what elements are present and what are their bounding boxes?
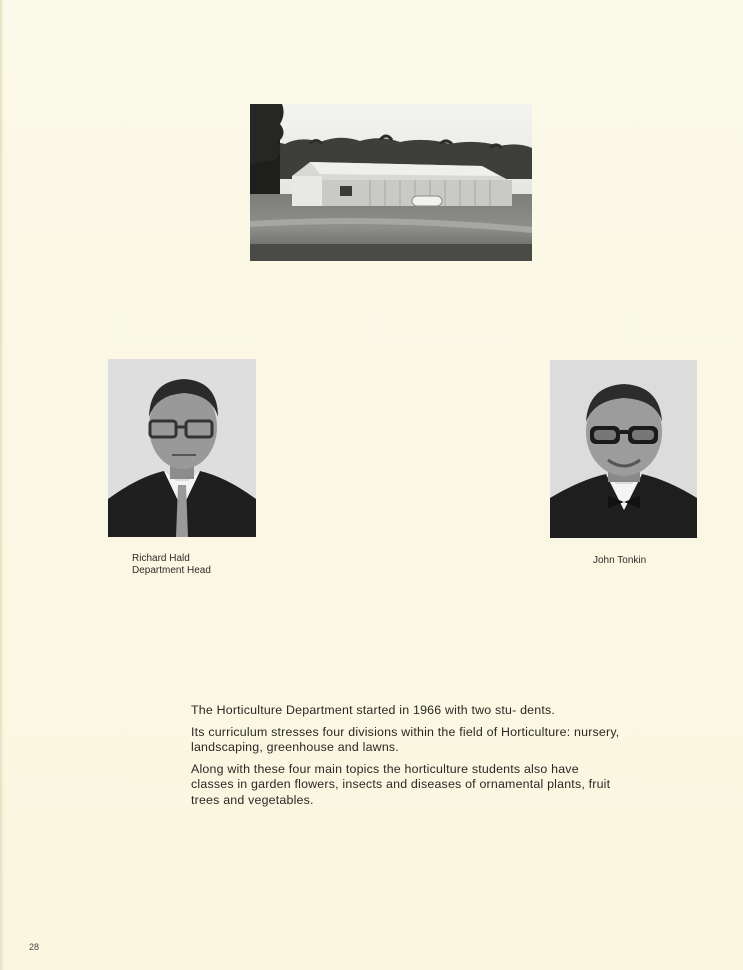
caption-name: John Tonkin bbox=[593, 555, 647, 566]
paragraph-history: The Horticulture Department started in 1966 with two stu- dents. bbox=[191, 703, 556, 717]
paragraph-curriculum: Its curriculum stresses four divisions within the field of Horticulture: nursery, landscaping, greenhouse and lawns. bbox=[191, 724, 620, 754]
greenhouse-photo bbox=[250, 104, 532, 261]
body-text bbox=[191, 703, 621, 814]
page-number: 28 bbox=[29, 942, 40, 952]
caption-name: Richard Hald bbox=[132, 553, 190, 564]
page-edge-shadow bbox=[0, 0, 4, 970]
caption-richard-hald bbox=[132, 553, 211, 577]
caption-john-tonkin bbox=[593, 555, 646, 567]
caption-title: Department Head bbox=[132, 565, 211, 576]
portrait-john-tonkin bbox=[550, 360, 697, 538]
paragraph-classes: Along with these four main topics the horticulture students also have classes in garden flowers, insects and diseases of ornamental plants, fruit trees and vegetables. bbox=[191, 761, 611, 807]
portrait-richard-hald bbox=[108, 359, 256, 537]
